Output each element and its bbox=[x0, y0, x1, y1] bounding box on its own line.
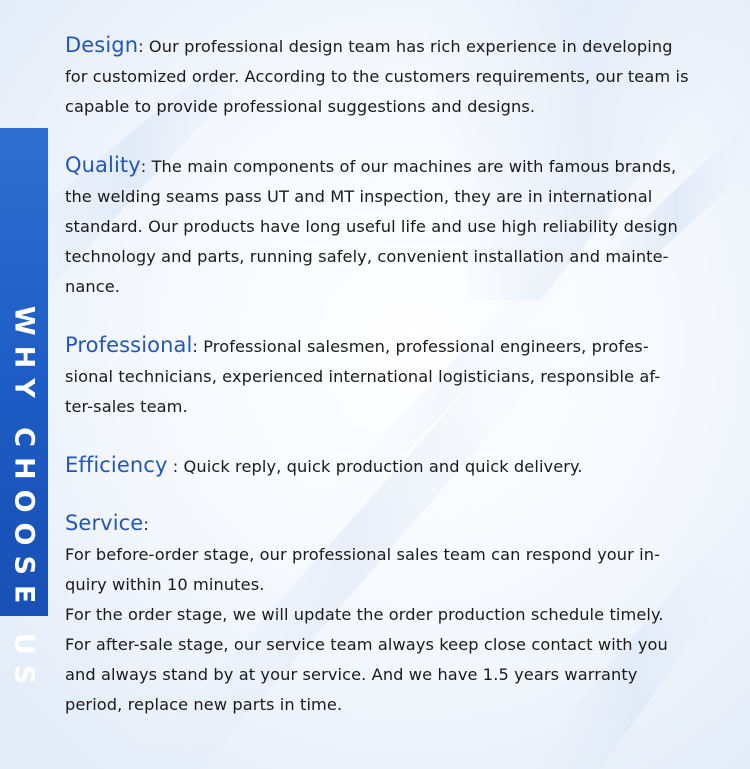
section-line: ter-sales team. bbox=[65, 397, 188, 416]
section-line bbox=[65, 450, 745, 482]
section-line: nance. bbox=[65, 277, 121, 296]
section-line: and always stand by at your service. And we have 1.5 years warranty bbox=[65, 665, 638, 684]
section-line: for customized order. According to the customers requirements, our team is bbox=[65, 67, 689, 86]
section-line: period, replace new parts in time. bbox=[65, 695, 343, 714]
section-line bbox=[65, 330, 745, 362]
section-line: technology and parts, running safely, convenient installation and mainte- bbox=[65, 247, 669, 266]
section-design bbox=[65, 30, 745, 122]
why-choose-us-banner bbox=[0, 128, 48, 695]
section-line bbox=[65, 150, 745, 182]
section-line bbox=[65, 508, 745, 540]
section-line: For the order stage, we will update the order production schedule timely. bbox=[65, 605, 664, 624]
banner-title: WHY CHOOSE US bbox=[8, 305, 40, 695]
section-line: For after-sale stage, our service team always keep close contact with you bbox=[65, 635, 668, 654]
section-line: For before-order stage, our professional sales team can respond your in- bbox=[65, 545, 661, 564]
heading-separator: : bbox=[140, 157, 152, 176]
heading-separator: : bbox=[167, 457, 184, 476]
section-text: Our professional design team has rich experience in developing bbox=[148, 37, 673, 56]
section-line: quiry within 10 minutes. bbox=[65, 575, 265, 594]
section-line bbox=[65, 30, 745, 62]
section-heading: Design bbox=[65, 33, 139, 57]
heading-separator: : bbox=[192, 337, 204, 356]
section-line: sional technicians, experienced international logisticians, responsible af- bbox=[65, 367, 661, 386]
section-heading: Quality bbox=[65, 153, 141, 177]
section-quality bbox=[65, 150, 745, 302]
section-service bbox=[65, 508, 745, 720]
section-efficiency bbox=[65, 450, 745, 482]
heading-separator: : bbox=[138, 37, 149, 56]
section-line: capable to provide professional suggestions and designs. bbox=[65, 97, 536, 116]
heading-separator: : bbox=[143, 515, 149, 534]
section-heading: Professional bbox=[65, 333, 193, 357]
section-heading: Efficiency bbox=[65, 453, 168, 477]
section-heading: Service bbox=[65, 511, 144, 535]
section-text: The main components of our machines are with famous brands, bbox=[151, 157, 677, 176]
section-text: Quick reply, quick production and quick delivery. bbox=[183, 457, 583, 476]
section-text: Professional salesmen, professional engineers, profes- bbox=[203, 337, 649, 356]
section-line: the welding seams pass UT and MT inspection, they are in international bbox=[65, 187, 653, 206]
section-line: standard. Our products have long useful life and use high reliability design bbox=[65, 217, 678, 236]
section-professional bbox=[65, 330, 745, 422]
